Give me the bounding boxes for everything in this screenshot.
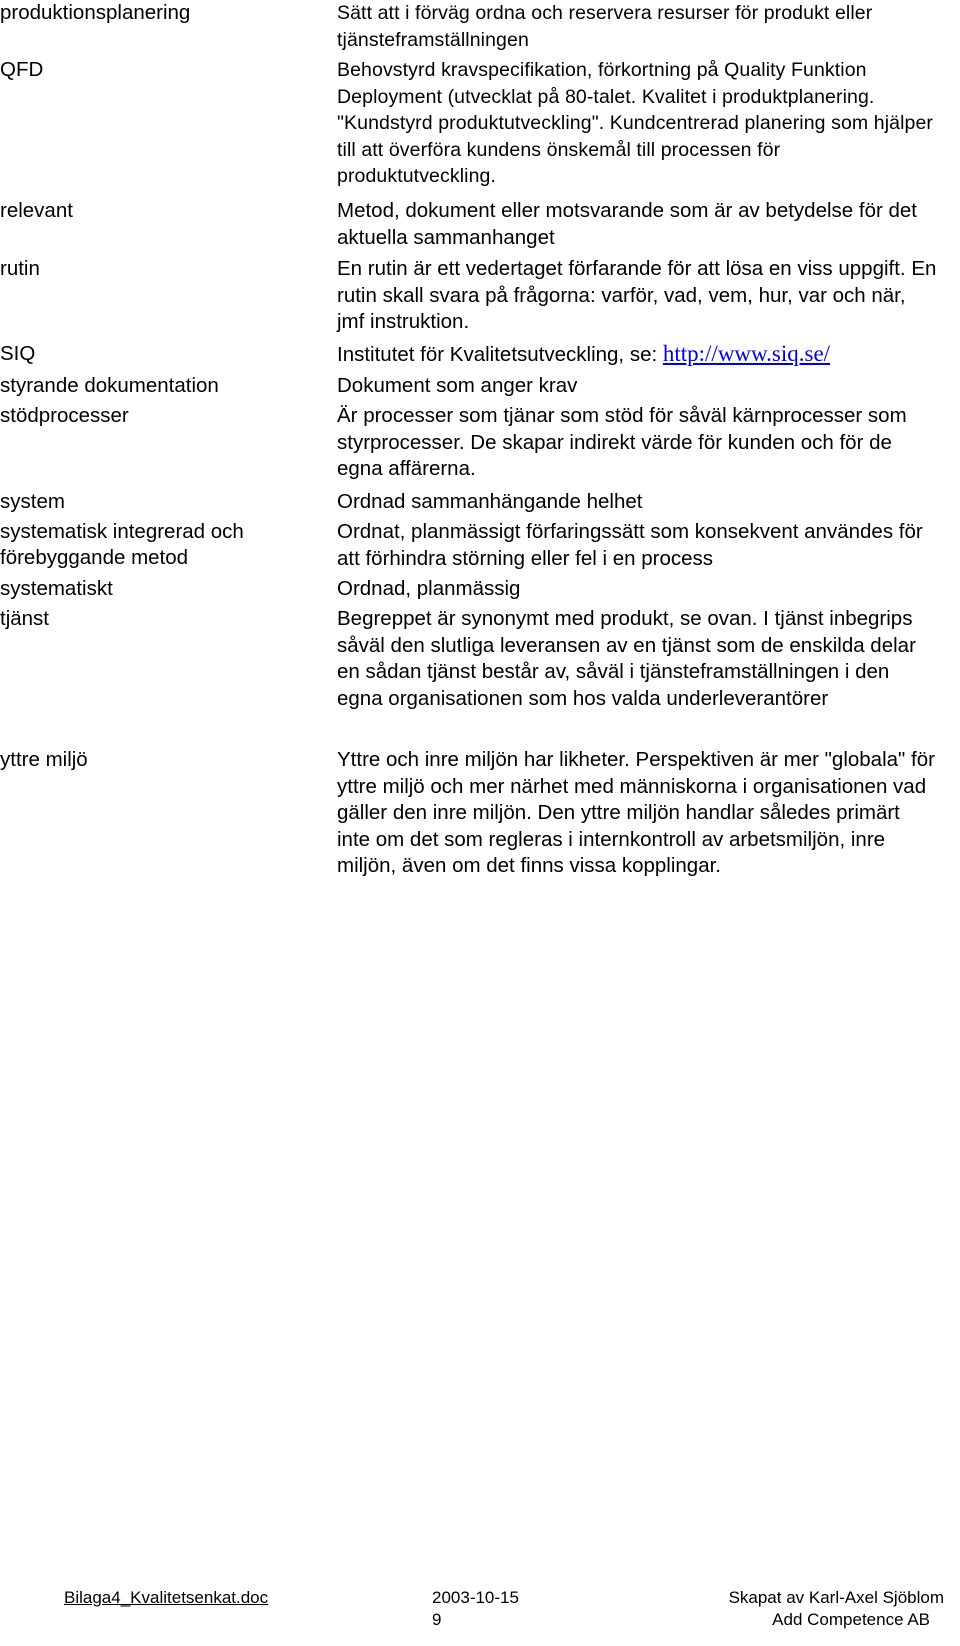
entry-definition: En rutin är ett vedertaget förfarande för att lösa en viss uppgift. En rutin skall svara på frågorna: varför, vad, vem, hur, var och när, jmf instruktion.	[337, 257, 943, 333]
siq-link[interactable]: http://www.siq.se/	[662, 341, 831, 366]
entry-definition-text: Institutet för Kvalitetsutveckling, se:	[337, 343, 663, 366]
entry-term: system	[0, 490, 65, 513]
entry-term: SIQ	[0, 342, 36, 365]
entry-term: QFD	[0, 58, 44, 81]
entry-definition: Behovstyrd kravspecifikation, förkortning på Quality Funktion Deployment (utvecklat på 80-talet. Kvalitet i produktplanering. "Kundstyrd produktutveckling". Kundcentrerad planering som hjälper till att överföra kundens önskemål till processen för produktutveckling.	[337, 59, 939, 187]
footer-company: Add Competence AB	[772, 1610, 930, 1629]
entry-definition: Ordnat, planmässigt förfaringssätt som konsekvent användes för att förhindra störning eller fel i en process	[337, 520, 929, 570]
entry-definition: Yttre och inre miljön har likheter. Perspektiven är mer "globala" för yttre miljö och mer närhet med människorna i organisationen vad gäller den inre miljön. Den yttre miljön handlar således primärt inte om det som regleras i internkontroll av arbetsmiljön, inre miljön, även om det finns vissa kopplingar.	[337, 748, 941, 877]
entry-term: tjänst	[0, 607, 49, 630]
entry-term: styrande dokumentation	[0, 374, 219, 397]
entry-term: yttre miljö	[0, 748, 88, 771]
entry-term: rutin	[0, 257, 40, 280]
entry-term: stödprocesser	[0, 404, 129, 427]
entry-definition: Dokument som anger krav	[337, 374, 578, 397]
entry-term: systematiskt	[0, 577, 113, 600]
footer-date: 2003-10-15	[432, 1588, 519, 1607]
entry-definition	[337, 341, 937, 369]
entry-definition: Ordnad sammanhängande helhet	[337, 490, 643, 513]
entry-definition: Är processer som tjänar som stöd för såväl kärnprocesser som styrprocesser. De skapar indirekt värde för kunden och för de egna affärerna.	[337, 404, 913, 480]
entry-definition: Begreppet är synonymt med produkt, se ovan. I tjänst inbegrips såväl den slutliga leveransen av en tjänst som de enskilda delar en sådan tjänst består av, såväl i tjänsteframställningen i den egna organisationen som hos valda underleverantörer	[337, 607, 922, 710]
footer-document-name: Bilaga4_Kvalitetsenkat.doc	[64, 1588, 269, 1607]
entry-term: produktionsplanering	[0, 1, 191, 24]
entry-definition: Metod, dokument eller motsvarande som är av betydelse för det aktuella sammanhanget	[337, 199, 923, 249]
entry-term: systematisk integrerad och förebyggande metod	[0, 520, 250, 569]
footer-author: Skapat av Karl-Axel Sjöblom	[728, 1588, 944, 1607]
entry-definition: Ordnad, planmässig	[337, 577, 521, 600]
footer-page-number: 9	[432, 1610, 442, 1629]
entry-term: relevant	[0, 199, 73, 222]
entry-definition: Sätt att i förväg ordna och reservera resurser för produkt eller tjänsteframställningen	[337, 2, 878, 51]
